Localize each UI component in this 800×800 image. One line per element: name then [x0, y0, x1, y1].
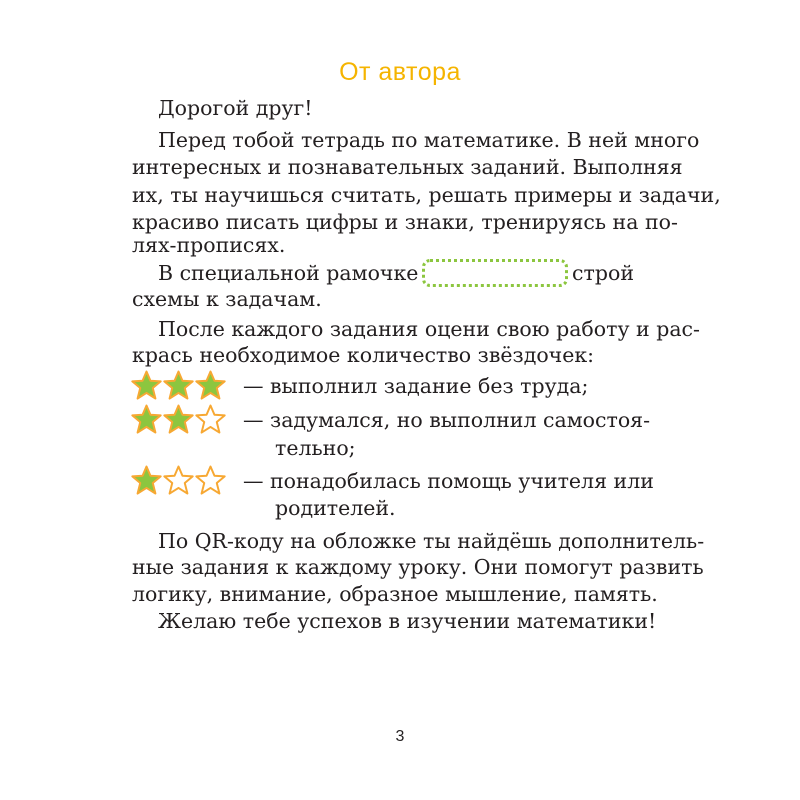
page-number: 3 [395, 728, 405, 745]
empty-star-icon [162, 464, 195, 498]
text-line: ные задания к каждому уроку. Они помогут развить [132, 555, 704, 579]
filled-star-icon [162, 369, 195, 403]
filled-star-icon [194, 369, 227, 403]
text-fragment: В специальной рамочке [158, 261, 419, 285]
filled-star-icon [130, 403, 163, 437]
rating-text: — понадобилась помощь учителя или [243, 469, 654, 493]
text-line: интересных и познавательных заданий. Выполняя [132, 155, 683, 179]
rating-text: тельно; [275, 436, 356, 460]
rating-text: родителей. [275, 496, 396, 520]
text-line: логику, внимание, образное мышление, память. [132, 582, 658, 606]
empty-star-icon [194, 403, 227, 437]
page-title: От автора [339, 58, 461, 86]
filled-star-icon [130, 369, 163, 403]
text-line: крась необходимое количество звёздочек: [132, 343, 595, 367]
text-line: их, ты научишься считать, решать примеры и задачи, [132, 183, 721, 207]
text-line: После каждого задания оцени свою работу и рас- [158, 317, 700, 341]
text-line: схемы к задачам. [132, 287, 322, 311]
rating-stars [130, 403, 226, 437]
text-fragment: строй [572, 261, 634, 285]
filled-star-icon [162, 403, 195, 437]
rating-stars [130, 369, 226, 403]
filled-star-icon [130, 464, 163, 498]
text-line: красиво писать цифры и знаки, тренируясь на по- [132, 210, 678, 234]
rating-text: — задумался, но выполнил самостоя- [243, 408, 651, 432]
text-line: Перед тобой тетрадь по математике. В ней много [158, 128, 700, 152]
text-line [158, 259, 634, 287]
scheme-frame-example [422, 259, 568, 287]
text-line: лях-прописях. [132, 233, 286, 257]
text-line: По QR-коду на обложке ты найдёшь дополнитель- [158, 529, 705, 553]
greeting: Дорогой друг! [158, 96, 313, 120]
rating-text: — выполнил задание без труда; [243, 374, 589, 398]
empty-star-icon [194, 464, 227, 498]
text-line: Желаю тебе успехов в изучении математики! [158, 609, 657, 633]
rating-stars [130, 464, 226, 498]
